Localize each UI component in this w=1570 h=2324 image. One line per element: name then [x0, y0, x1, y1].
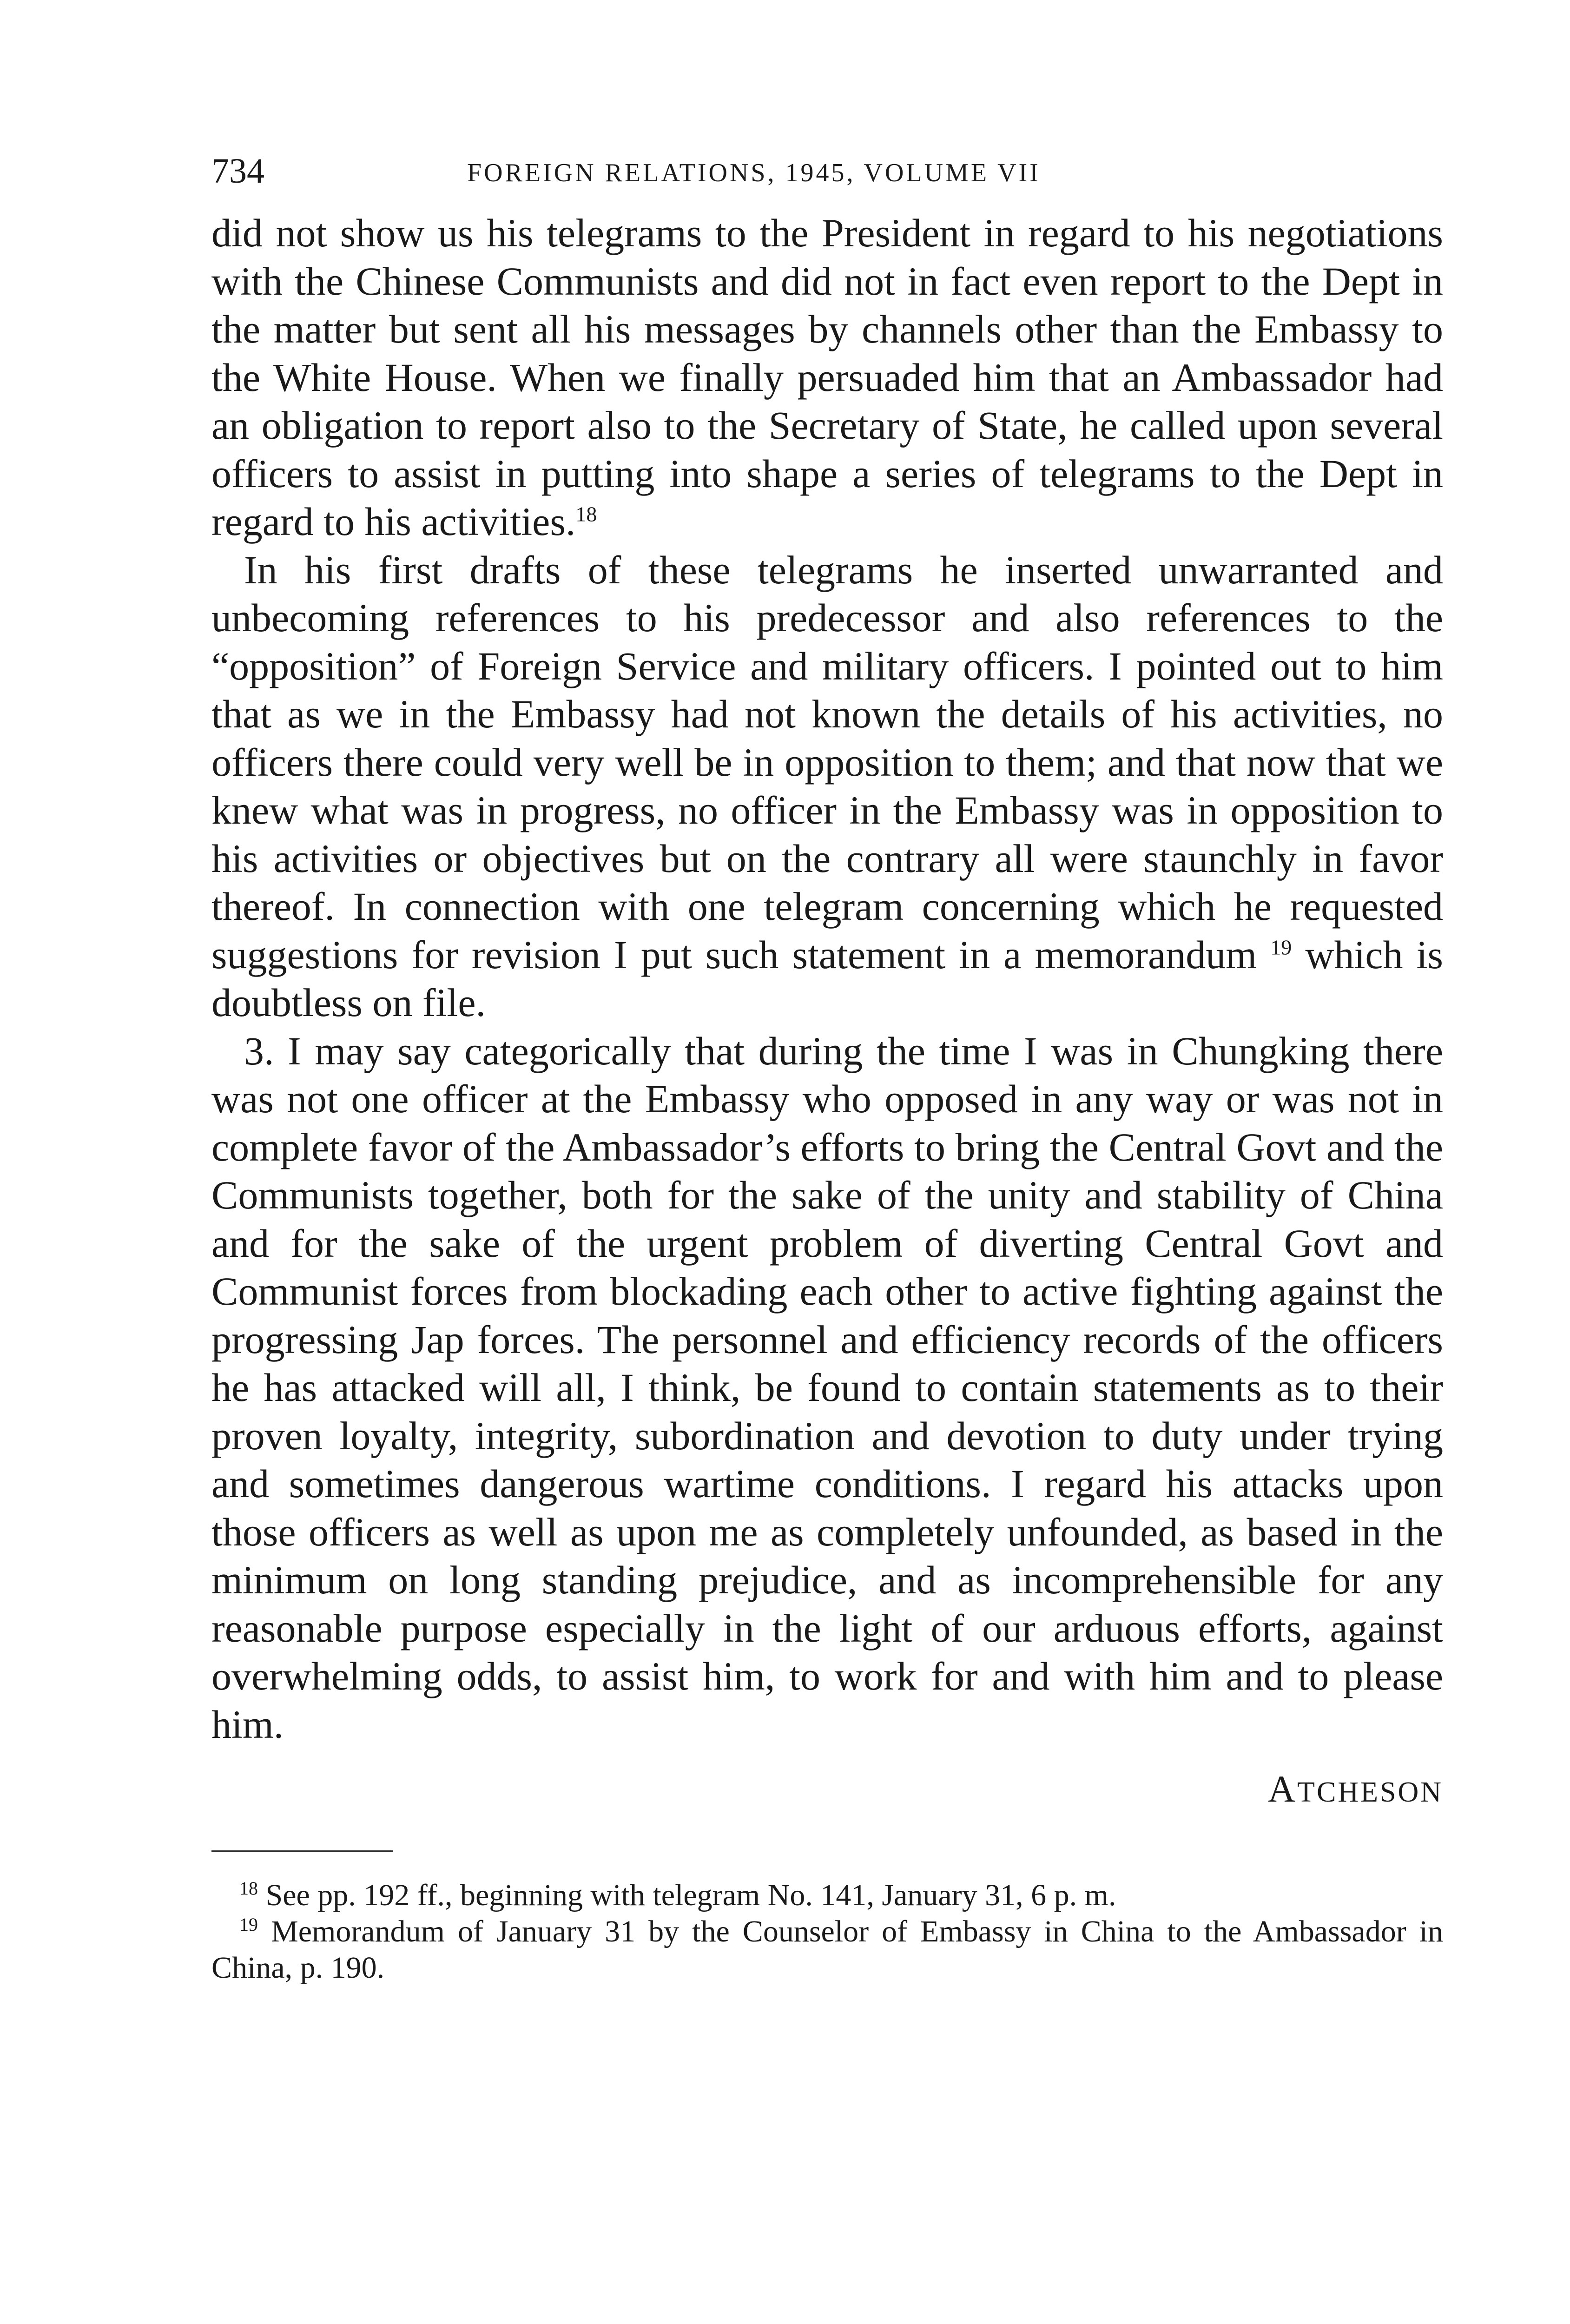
footnote-reference: 19	[1270, 935, 1292, 959]
signature-initial: A	[1267, 1768, 1298, 1810]
page-number: 734	[211, 152, 264, 191]
paragraph-text: which is doubtless on file.	[211, 932, 1443, 1025]
footnotes	[211, 1877, 1443, 1986]
footnote-text: See pp. 192 ff., beginning with telegram No. 141, January 31, 6 p. m.	[265, 1878, 1116, 1912]
document-page	[211, 153, 1443, 1986]
paragraph-text: In his first drafts of these telegrams he inserted unwarranted and unbecoming references to his predecessor and also references to the “opposition” of Foreign Service and military officers. I pointed out to him that as we in the Embassy had not known the details of his activities, no officers there could very well be in opposition to them; and that now that we knew what was in progress, no officer in the Embassy was in opposition to his activities or objectives but on the contrary all were staunchly in favor thereof. In connection with one telegram concerning which he requested suggestions for revision I put such statement in a memorandum	[211, 547, 1443, 977]
signature	[211, 1767, 1443, 1811]
paragraph-text: 3. I may say categorically that during the time I was in Chungking there was not one officer at the Embassy who opposed in any way or was not in complete favor of the Ambassador’s efforts to bring the Central Govt and the Communists together, both for the sake of the unity and stability of China and for the sake of the urgent problem of diverting Central Govt and Communist forces from blockading each other to active fighting against the progressing Jap forces. The personnel and efficiency records of the officers he has attacked will all, I think, be found to contain statements as to their proven loyalty, integrity, subordination and devotion to duty under trying and sometimes dangerous wartime conditions. I regard his attacks upon those officers as well as upon me as completely unfounded, as based in the minimum on long standing prejudice, and as incomprehensible for any reasonable purpose especially in the light of our arduous efforts, against overwhelming odds, to assist him, to work for and with him and to please him.	[211, 1028, 1443, 1747]
paragraph	[211, 546, 1443, 1027]
footnote-divider	[211, 1850, 393, 1852]
footnote	[211, 1914, 1443, 1986]
running-title: FOREIGN RELATIONS, 1945, VOLUME VII	[467, 158, 1041, 187]
footnote	[211, 1877, 1443, 1914]
footnote-mark: 18	[239, 1878, 258, 1899]
signature-rest: TCHESON	[1297, 1776, 1443, 1808]
footnote-mark: 19	[239, 1914, 258, 1935]
body-text	[211, 209, 1443, 1749]
running-head	[211, 153, 1443, 209]
footnote-reference: 18	[575, 502, 597, 526]
paragraph	[211, 1027, 1443, 1749]
paragraph-continuation	[211, 209, 1443, 546]
paragraph-text: did not show us his telegrams to the President in regard to his negotiations with the Chinese Communists and did not in fact even report to the Dept in the matter but sent all his messages by channels other than the Embassy to the White House. When we finally persuaded him that an Ambassador had an obligation to report also to the Secretary of State, he called upon several officers to assist in putting into shape a series of telegrams to the Dept in regard to his activities.	[211, 211, 1443, 544]
footnote-text: Memorandum of January 31 by the Counselor of Embassy in China to the Ambassador in China, p. 190.	[211, 1915, 1444, 1985]
